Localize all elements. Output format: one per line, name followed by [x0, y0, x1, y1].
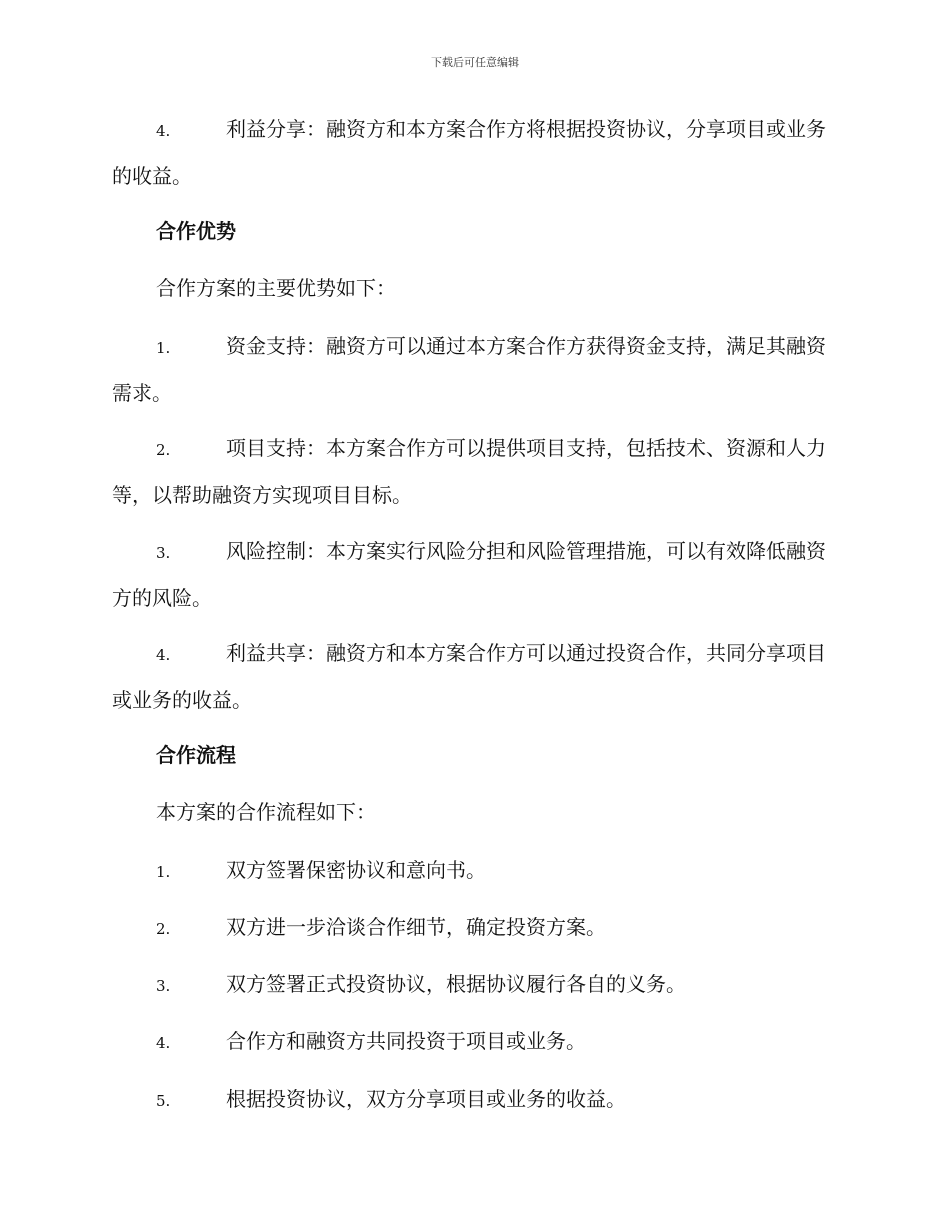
- item-number: 5.: [156, 1092, 171, 1110]
- item-text: 利益共享：融资方和本方案合作方可以通过投资合作，共同分享项目或业务的收益。: [112, 641, 826, 712]
- list-item: [112, 969, 837, 1001]
- item-number: 4.: [156, 1034, 171, 1052]
- item-text: 风险控制：本方案实行风险分担和风险管理措施，可以有效降低融资方的风险。: [112, 539, 826, 610]
- list-item: [112, 529, 837, 621]
- list-item: [112, 107, 837, 199]
- item-number: 1.: [156, 339, 171, 357]
- item-text: 双方进一步洽谈合作细节，确定投资方案。: [226, 915, 606, 939]
- item-number: 1.: [156, 863, 171, 881]
- list-item: [112, 426, 837, 518]
- item-number: 3.: [156, 977, 171, 995]
- item-text: 项目支持：本方案合作方可以提供项目支持，包括技术、资源和人力等，以帮助融资方实现项目目标。: [112, 436, 826, 507]
- section-heading-process: 合作流程: [156, 743, 236, 767]
- item-text: 合作方和融资方共同投资于项目或业务。: [226, 1029, 586, 1053]
- item-text: 双方签署正式投资协议，根据协议履行各自的义务。: [226, 972, 686, 996]
- list-item: [112, 631, 837, 723]
- list-item: [112, 1084, 837, 1116]
- section-intro-process: 本方案的合作流程如下：: [156, 800, 376, 824]
- list-item: [112, 912, 837, 944]
- item-number: 4.: [156, 122, 171, 140]
- section-intro-advantages: 合作方案的主要优势如下：: [156, 276, 396, 300]
- header-note: 下载后可任意编辑: [431, 56, 519, 69]
- list-item: [112, 324, 837, 416]
- list-item: [112, 1026, 837, 1058]
- item-text: 利益分享：融资方和本方案合作方将根据投资协议，分享项目或业务的收益。: [112, 117, 826, 188]
- item-number: 2.: [156, 920, 171, 938]
- item-text: 根据投资协议，双方分享项目或业务的收益。: [226, 1087, 626, 1111]
- item-number: 4.: [156, 646, 171, 664]
- list-item: [112, 855, 837, 887]
- item-text: 资金支持：融资方可以通过本方案合作方获得资金支持，满足其融资需求。: [112, 334, 826, 405]
- section-heading-advantages: 合作优势: [156, 219, 236, 243]
- item-number: 2.: [156, 441, 171, 459]
- item-text: 双方签署保密协议和意向书。: [226, 858, 486, 882]
- item-number: 3.: [156, 544, 171, 562]
